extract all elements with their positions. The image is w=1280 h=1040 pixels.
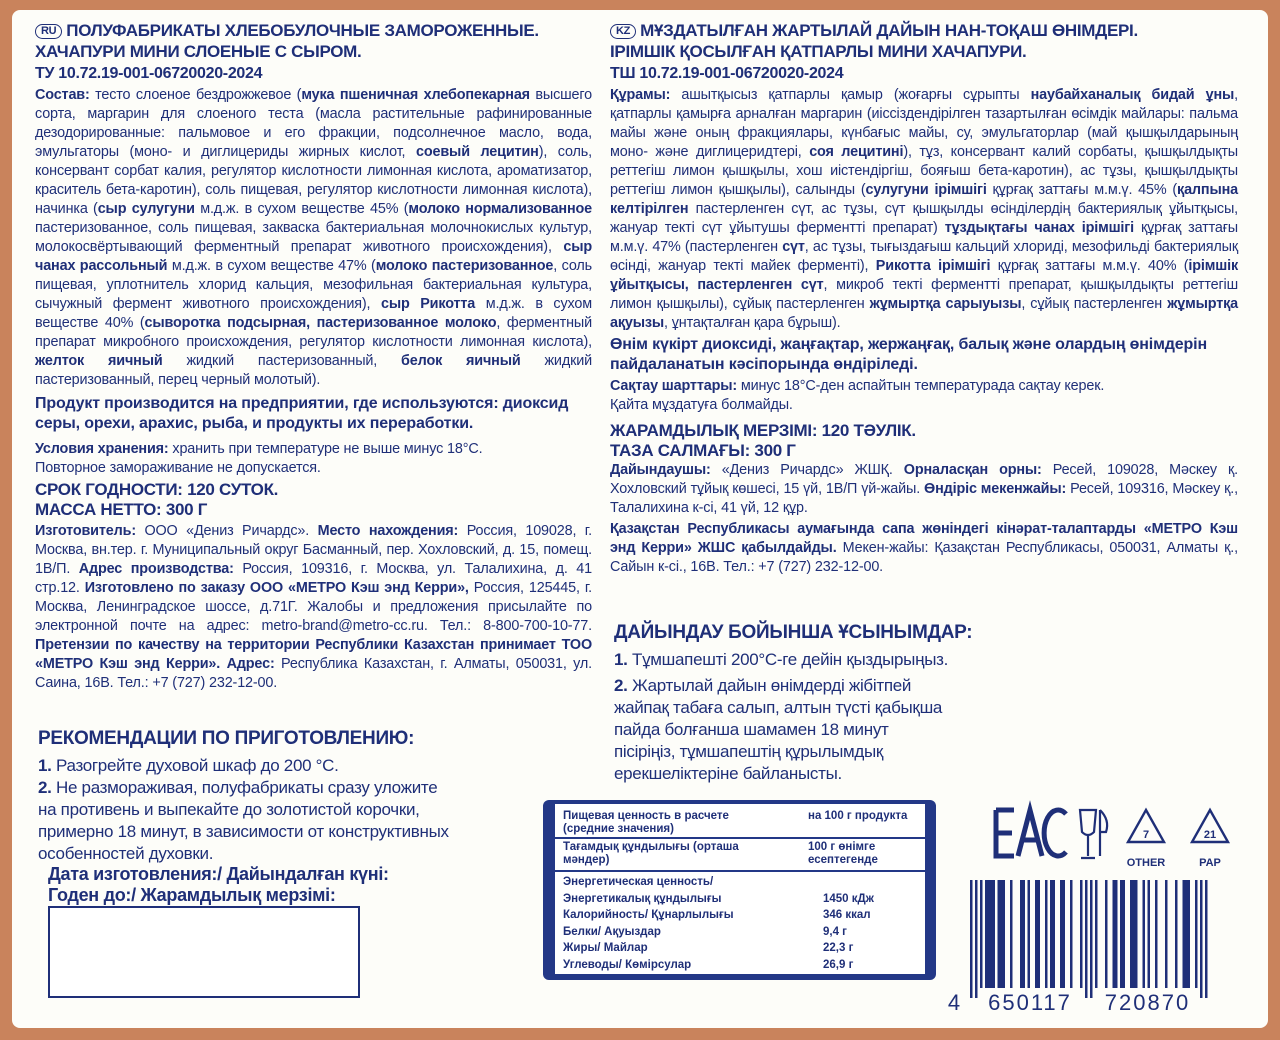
barcode-bar: [1105, 880, 1108, 988]
barcode-bar: [970, 880, 973, 998]
nutrition-table: [543, 800, 936, 980]
nutrition-row-label: Углеводы/ Көмірсулар: [563, 958, 692, 971]
nutrition-row: [563, 959, 913, 972]
ru-prep-step-2: 2. Не размораживая, полуфабрикаты сразу уложите на противень и выпекайте до золотистой корочки, примерно 18 минут, в зависимости от конструктивных особенностей духовки.: [38, 778, 449, 863]
barcode-bar: [975, 880, 978, 998]
nutrition-row-value: 1450 кДж: [823, 892, 874, 905]
barcode-bar: [1195, 880, 1198, 988]
text-run: қалпына келтірілген: [610, 182, 1238, 217]
barcode-bar: [1135, 880, 1138, 988]
nutrition-head-ru: Пищевая ценность в расчете (средние значения): [563, 810, 729, 835]
barcode-digits: 650117: [988, 990, 1072, 1015]
text-run: м.д.ж. в сухом веществе 47% (: [167, 258, 376, 274]
ru-composition: Состав: тесто слоеное бездрожжевое (мука пшеничная хлебопекарная высшего сорта, маргарин для слоеного теста (масла растительные рафинированные дезодорированные: пальмовое и его фракции, подсолнечное масло, вода, эмульгаторы (моно- и диглицериды жирных кислот, соевый лецитин), соль, консервант сорбат калия, регулятор кислотности лимонная кислота, ароматизатор, краситель бета-каротин), соль пищевая, регулятор кислотности лимонная кислота), начинка (сыр сулугуни м.д.ж. в сухом веществе 45% (молоко нормализованное пастеризованное, соль пищевая, закваска бактериальная молочнокислых культур, молокосвёртывающий ферментный препарат животного происхождения), сыр чанах рассольный м.д.ж. в сухом веществе 47% (молоко пастеризованное, соль пищевая, уплотнитель хлорид кальция, мезофильная бактериальная культура, сычужный фермент животного происхождения), сыр Рикотта м.д.ж. в сухом веществе 40% (сыворотка подсырная, пастеризованное молоко, ферментный препарат микробного происхождения, регулятор кислотности лимонная кислота), желток яичный жидкий пастеризованный, белок яичный жидкий пастеризованный, перец черный молотый).: [35, 87, 592, 388]
text-run: ), соль, консервант сорбат калия, регулятор кислотности лимонная кислота, ароматизатор, краситель бета-каротин), соль пищевая, регулятор кислотности лимонная кислота), начинка (: [35, 144, 592, 217]
nutrition-row-label: Калорийность/ Құнарлылығы: [563, 909, 734, 921]
text-run: Место нахождения:: [317, 523, 459, 539]
text-run: белок яичный: [401, 353, 521, 369]
kz-prep-step-2: 2. Жартылай дайын өнімдерді жібітпей жайпақ табаға салып, алтын түсті қабықша пайда болғанша шамамен 18 минут пісіріңіз, тұмшапештің құрылымдық ерекшеліктеріне байланысты.: [614, 676, 943, 783]
barcode-svg: [944, 880, 1234, 1015]
barcode: [944, 880, 1234, 1015]
text-run: құрғақ заттағы м.м.ү. 40% (: [990, 258, 1189, 274]
kz-title-line2: ІРІМШІК ҚОСЫЛҒАН ҚАТПАРЛЫ МИНИ ХАЧАПУРИ.: [610, 42, 1027, 61]
nutrition-row-label: Белки/ Ақуыздар: [563, 925, 661, 938]
nutrition-row-label: Энергетическая ценность/: [563, 876, 714, 888]
date-stamp-box: [48, 906, 360, 998]
barcode-bar: [1053, 880, 1056, 988]
recycle-21-number: 21: [1203, 829, 1217, 841]
text-run: тесто слоеное бездрожжевое (: [89, 87, 302, 103]
text-run: ООО «Дениз Ричардс».: [135, 523, 318, 539]
barcode-bar: [998, 880, 1001, 988]
barcode-digits: 720870: [1104, 990, 1191, 1015]
barcode-bar: [1115, 880, 1118, 988]
text-run: соевый лецитин: [416, 144, 539, 160]
text-run: Дайындаушы:: [610, 462, 711, 478]
text-run: ), тұз, консервант калий сорбаты, қышқылдықты реттегіш лимон қышқылы, хош иістендіргіш, бояғыш бета-каротин), ас тұзы, қышқылдықты реттегіш лимон қышқылы), салынды (: [610, 144, 1238, 198]
ru-net-mass: МАССА НЕТТО: 300 Г: [35, 500, 208, 519]
kz-language-badge: KZ: [610, 24, 636, 39]
barcode-bar: [1183, 880, 1186, 988]
barcode-bar: [990, 880, 993, 988]
text-run: Россия, 125445, г. Москва, Ленинградское шоссе, д.71Г. Жалобы и предложения присылайте по электронной почте на адрес: metro-brand@metro-cc.ru. Тел.: 8-800-700-10-77.: [35, 580, 593, 634]
kz-net-mass: ТАЗА САЛМАҒЫ: 300 Г: [610, 441, 796, 460]
kz-allergen-note: Өнім күкірт диоксиді, жаңғақтар, жержаңғақ, балық және олардың өнімдерін пайдаланатын кәсіпорында өндіріледі.: [610, 336, 1207, 373]
text-run: , ферментный препарат микробного происхождения, регулятор кислотности лимонная кислота),: [35, 315, 592, 350]
text-run: , микроб текті ферментті препарат, қышқылдықты реттегіш лимон қышқылы), сұйық пастерленген: [610, 277, 1238, 312]
text-run: ірімшік ұйытқысы, пастерленген сүт: [610, 258, 1238, 293]
text-run: молоко пастеризованное: [375, 258, 554, 274]
ru-manufacturer-info: [35, 522, 592, 693]
ru-language-badge: RU: [35, 24, 62, 39]
kz-claims-info: [610, 520, 1238, 577]
kz-prep-section: [614, 621, 1014, 785]
text-run: , ас тұзы, тығыздағыш кальций хлориді, мезофильді бактериялық өсінді, жануар текті майек ферменті),: [610, 239, 1238, 274]
text-run: Изготовлено по заказу ООО «МЕТРО Кэш энд Керри»,: [84, 580, 469, 596]
barcode-bar: [1023, 880, 1026, 988]
manufacture-date-label: Дата изготовления:/ Дайындалған күні:: [48, 864, 389, 884]
nutrition-head-kz: Тағамдық құндылығы (орташа мәндер): [563, 841, 739, 866]
text-run: жұмыртқа ақуызы: [610, 296, 1238, 331]
ru-title-line1: RU ПОЛУФАБРИКАТЫ ХЛЕБОБУЛОЧНЫЕ ЗАМОРОЖЕННЫЕ.: [35, 20, 592, 41]
barcode-bar: [1175, 880, 1178, 988]
text-run: Претензии по качеству на территории Республики Казахстан принимает ТОО «МЕТРО Кэш энд Керри».: [35, 637, 592, 672]
text-run: желток яичный: [35, 353, 163, 369]
barcode-bar: [1035, 880, 1038, 988]
text-run: мука пшеничная хлебопекарная: [301, 87, 530, 103]
ru-prep-section: [38, 727, 578, 865]
recycle-21-label: PAP: [1199, 857, 1221, 869]
certification-logos: [988, 800, 1238, 877]
recycle-21-icon: [1192, 810, 1228, 869]
text-run: Рикотта ірімшігі: [875, 258, 991, 274]
best-before-label: Годен до:/ Жарамдылық мерзімі:: [48, 885, 336, 905]
ru-shelf-life: СРОК ГОДНОСТИ: 120 СУТОК.: [35, 480, 279, 499]
recycle-7-number: 7: [1142, 829, 1150, 841]
barcode-bar: [1080, 880, 1083, 988]
nutrition-row: [563, 893, 913, 906]
ru-column: [35, 20, 592, 695]
kz-prep-step-1: 1. Тұмшапешті 200°С-ге дейін қыздырыңыз.: [614, 650, 949, 669]
barcode-bar: [1155, 880, 1158, 988]
nutrition-row: [563, 942, 913, 955]
text-run: Ресей, 109028, Мәскеу қ. Хохловский тұйық көшесі, 15 үй, 1В/П үй-жайы.: [610, 462, 1238, 497]
text-run: пастеризованное, соль пищевая, закваска бактериальная молочнокислых культур, молокосвёртывающий ферментный препарат животного происхождения),: [35, 220, 592, 255]
text-run: сыворотка подсырная, пастеризованное молоко: [144, 315, 497, 331]
barcode-bar: [1000, 880, 1003, 988]
barcode-bar: [1165, 880, 1168, 988]
barcode-bar: [1090, 880, 1093, 998]
nutrition-row: [563, 876, 913, 889]
nutrition-divider: [555, 837, 925, 839]
barcode-bar: [1133, 880, 1136, 988]
kz-composition-text: [610, 87, 1238, 331]
text-run: жидкий пастеризованный, перец черный молотый).: [35, 353, 592, 388]
ru-storage: Условия хранения: хранить при температуре не выше минус 18°С.: [35, 441, 483, 457]
text-run: Қазақстан Республикасы аумағында сапа жөніндегі кінәрат-талаптарды «МЕТРО Кэш энд Керри» ЖШС қабылдайды.: [610, 521, 1238, 556]
kz-shelf-life: ЖАРАМДЫЛЫҚ МЕРЗІМІ: 120 ТӘУЛІК.: [610, 421, 916, 440]
nutrition-row: [563, 926, 913, 939]
nutrition-divider: [555, 870, 925, 872]
ru-title-line2: ХАЧАПУРИ МИНИ СЛОЕНЫЕ С СЫРОМ.: [35, 42, 362, 61]
text-run: Изготовитель:: [35, 523, 136, 539]
text-run: высшего сорта, маргарин для слоеного теста (масла растительные рафинированные дезодорированные: пальмовое и его фракции, подсолнечное масло, вода, эмульгаторы (моно- и диглицериды жирных кислот,: [35, 87, 592, 160]
text-run: наубайханалық бидай ұны: [1030, 87, 1235, 103]
ru-refreeze-note: Повторное замораживание не допускается.: [35, 460, 321, 476]
recycle-7-label: OTHER: [1126, 857, 1166, 869]
barcode-bar: [988, 880, 991, 988]
food-safe-icon: [1080, 810, 1107, 858]
barcode-bar: [1188, 880, 1191, 988]
recycle-7-icon: [1127, 810, 1166, 869]
barcode-bar: [1028, 880, 1031, 988]
text-run: Адрес производства:: [78, 561, 234, 577]
nutrition-row-value: 346 ккал: [823, 909, 871, 921]
barcode-bar: [1205, 880, 1208, 998]
text-run: құрғақ заттағы м.м.ү. 47% (пастерленген: [610, 220, 1238, 255]
text-run: Орналасқан орны:: [903, 462, 1042, 478]
text-run: тұздықтағы чанах ірімшігі: [944, 220, 1134, 236]
nutrition-row-value: 22,3 г: [823, 942, 854, 954]
text-run: құрғақ заттағы м.м.ү. 45% (: [986, 182, 1178, 198]
barcode-bar: [1143, 880, 1146, 988]
nutrition-row-value: 9,4 г: [823, 925, 847, 938]
barcode-bar: [1003, 880, 1006, 988]
kz-title-line1: KZ МҰЗДАТЫЛҒАН ЖАРТЫЛАЙ ДАЙЫН НАН-ТОҚАШ ӨНІМДЕРІ.: [610, 20, 1238, 41]
kz-refreeze-note: Қайта мұздатуға болмайды.: [610, 397, 793, 413]
barcode-bar: [1185, 880, 1188, 988]
text-run: , қатпарлы қамырға арналған маргарин (иіссіздендірілген тазартылған өсімдік майлары: пальма майы және оның фракциялары, күнбағыс майы, су, эмульгаторлар (май қышқылдарының моно- және диглицеридтері,: [610, 87, 1238, 160]
product-label: [12, 10, 1268, 1028]
text-run: Адрес:: [226, 656, 275, 672]
kz-prep-title: ДАЙЫНДАУ БОЙЫНША ҰСЫНЫМДАР:: [614, 622, 973, 643]
text-run: сулугуни ірімшігі: [865, 182, 987, 198]
barcode-digits: 4: [947, 990, 961, 1015]
barcode-bar: [1113, 880, 1116, 988]
barcode-bar: [1148, 880, 1151, 988]
kz-storage: Сақтау шарттары: минус 18°С-ден аспайтын температурада сақтау керек.: [610, 378, 1105, 394]
barcode-bar: [1095, 880, 1098, 988]
barcode-bar: [1085, 880, 1088, 998]
text-run: сыр чанах рассольный: [35, 239, 592, 274]
ru-allergen-note: Продукт производится на предприятии, где используются: диоксид серы, орехи, арахис, рыба, и продукты их переработки.: [35, 395, 569, 432]
barcode-bar: [1038, 880, 1041, 988]
text-run: Ресей, 109316, Мәскеу қ., Талалихина к-сі, 41 үй, 12 құр.: [610, 481, 1238, 516]
text-run: , ұнтақталған қара бұрыш).: [664, 315, 841, 331]
text-run: «Дениз Ричардс» ЖШҚ.: [710, 462, 904, 478]
text-run: жұмыртқа сарыуызы: [869, 296, 1022, 312]
barcode-bar: [1070, 880, 1073, 988]
text-run: м.д.ж. в сухом веществе 40% (: [35, 296, 592, 331]
kz-composition: Құрамы: ашытқысыз қатпарлы қамыр (жоғарғы сұрыпты наубайханалық бидай ұны, қатпарлы қамырға арналған маргарин (иіссіздендірілген тазартылған өсімдік майлары: пальма майы және оның фракциялары, күнбағыс майы, су, эмульгаторлар (май қышқылдарының моно- және диглицеридтері, соя лецитині), тұз, консервант калий сорбаты, қышқылдықты реттегіш лимон қышқылы, хош иістендіргіш, бояғыш бета-каротин), ас тұзы, қышқылдықты реттегіш лимон қышқылы), салынды (сулугуни ірімшігі құрғақ заттағы м.м.ү. 45% (қалпына келтірілген пастерленген сүт, ас тұзы, сүт қышқылды өсінділердің бактериялық ұйытқысы, жануар текті сүт ұйытушы ферментті препарат) тұздықтағы чанах ірімшігі құрғақ заттағы м.м.ү. 47% (пастерленген сүт, ас тұзы, тығыздағыш кальций хлориді, мезофильді бактериялық өсінді, жануар текті майек ферменті), Рикотта ірімшігі құрғақ заттағы м.м.ү. 40% (ірімшік ұйытқысы, пастерленген сүт, микроб текті ферментті препарат, қышқылдықты реттегіш лимон қышқылы), сұйық пастерленген жұмыртқа сарыуызы, сұйық пастерленген жұмыртқа ақуызы, ұнтақталған қара бұрыш).: [610, 87, 1238, 331]
nutrition-row-label: Энергетикалық құндылығы: [563, 892, 722, 905]
text-run: Мекен-жайы: Қазақстан Республикасы, 050031, Алматы қ., Сайын к-сі., 16В. Тел.: +7 (727) 232-12-00.: [610, 540, 1238, 575]
eac-mark: [996, 810, 1066, 856]
text-run: жидкий пастеризованный,: [162, 353, 402, 369]
barcode-bar: [1060, 880, 1063, 988]
nutrition-row: [563, 909, 913, 922]
text-run: Россия, 109028, г. Москва, вн.тер. г. Муниципальный округ Басманный, пер. Хохловский, д. 15, помещ. 1В/П.: [35, 523, 592, 577]
text-run: Республика Казахстан, г. Алматы, 050031, ул. Саина, 16В. Тел.: +7 (727) 232-12-00.: [35, 656, 592, 691]
text-run: ашытқысыз қатпарлы қамыр (жоғарғы сұрыпты: [670, 87, 1031, 103]
text-run: сыр Рикотта: [380, 296, 476, 312]
ru-prep-step-1: 1. Разогрейте духовой шкаф до 200 °С.: [38, 756, 339, 775]
ru-composition-text: [35, 87, 592, 388]
text-run: сүт: [782, 239, 805, 255]
text-run: пастерленген сүт, ас тұзы, сүт қышқылды өсінділердің бактериялық ұйытқысы, жануар текті сүт ұйытушы ферментті препарат): [610, 201, 1238, 236]
ru-tu-code: ТУ 10.72.19-001-06720020-2024: [35, 65, 263, 82]
barcode-bar: [1200, 880, 1203, 998]
text-run: сыр сулугуни: [97, 201, 195, 217]
barcode-bar: [1063, 880, 1066, 988]
kz-tu-code: ТШ 10.72.19-001-06720020-2024: [610, 65, 844, 82]
barcode-bar: [1050, 880, 1053, 988]
nutrition-table-body: Пищевая ценность в расчете (средние значения) на 100 г продукта Тағамдық құндылығы (орташа мәндер) 100 г өнімге есептегенде Энергетическая ценность/ Энергетикалық құндылығы 1450 кДж Калорийность/ Құнарлылығы 346 ккал Белки/ Ақуыздар 9,4 г Жиры/ Майлар 22,3 г Углеводы/ Көмірсулар 26,9 г: [555, 804, 925, 974]
logos-svg: [988, 800, 1238, 872]
text-run: Өндіріс мекенжайы:: [924, 481, 1067, 497]
barcode-bar: [1123, 880, 1126, 988]
kz-column: [610, 20, 1238, 579]
nutrition-row-label: Жиры/ Майлар: [563, 942, 648, 954]
barcode-bar: [1010, 880, 1013, 988]
ru-prep-title: РЕКОМЕНДАЦИИ ПО ПРИГОТОВЛЕНИЮ:: [38, 728, 415, 749]
barcode-bar: [1130, 880, 1133, 988]
barcode-bar: [980, 880, 983, 988]
nutrition-row-value: 26,9 г: [823, 958, 854, 971]
text-run: соя лецитині: [809, 144, 904, 160]
barcode-bar: [1020, 880, 1023, 988]
kz-manufacturer-info: [610, 461, 1238, 518]
barcode-bar: [1120, 880, 1123, 988]
text-run: м.д.ж. в сухом веществе 45% (: [194, 201, 409, 217]
barcode-bar: [993, 880, 996, 988]
barcode-bar: [1045, 880, 1048, 988]
text-run: , сұйық пастерленген: [1021, 296, 1168, 312]
text-run: , соль пищевая, уплотнитель хлорид кальция, мезофильная бактериальная культура, сычужный фермент животного происхождения),: [35, 258, 592, 312]
text-run: Россия, 109316, г. Москва, ул. Талалихина, д. 41 стр.12.: [35, 561, 592, 596]
barcode-bar: [985, 880, 988, 988]
text-run: молоко нормализованное: [408, 201, 592, 217]
